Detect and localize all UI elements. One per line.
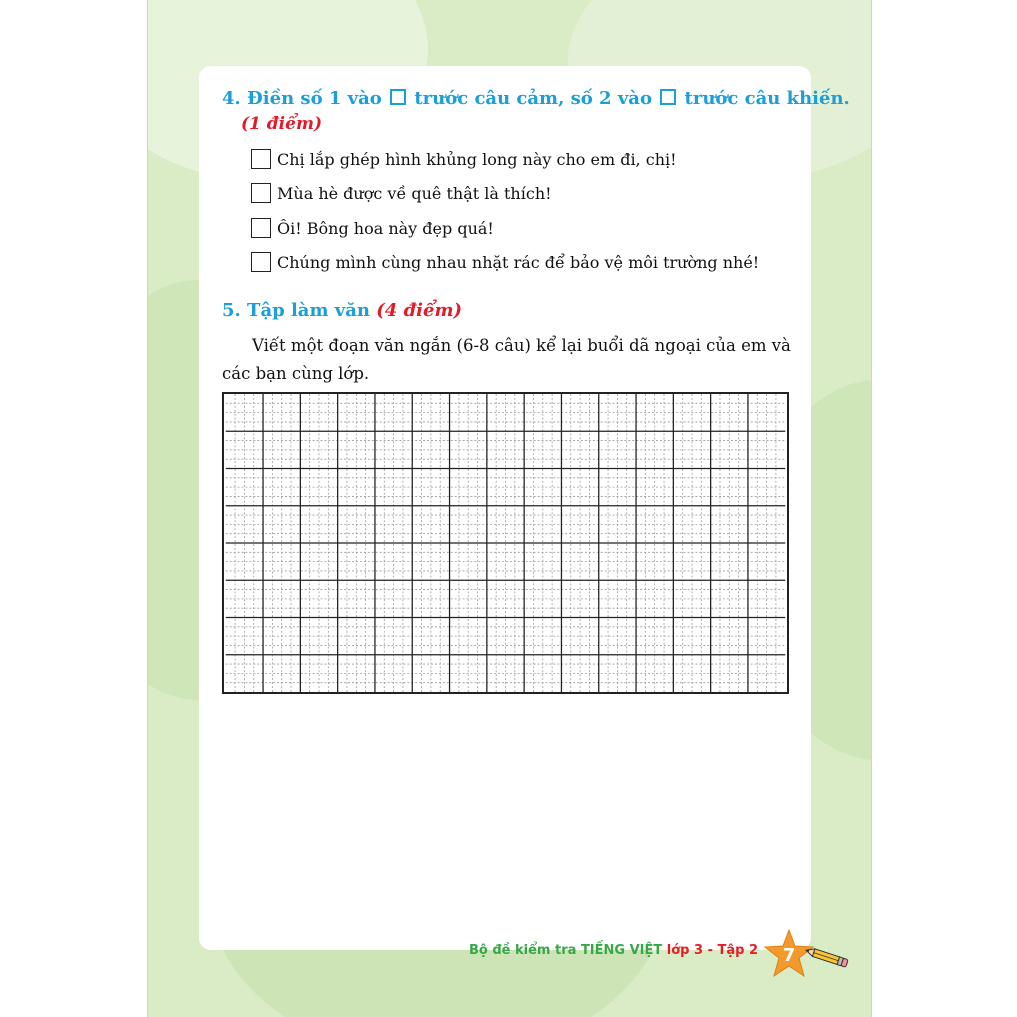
option-text: Chúng mình cùng nhau nhặt rác để bảo vệ môi trường nhé! [277, 252, 760, 272]
q5-title: 5. Tập làm văn [222, 300, 370, 321]
question-4-title [222, 88, 850, 109]
answer-checkbox[interactable] [251, 183, 271, 203]
answer-checkbox[interactable] [251, 218, 271, 238]
q5-prompt [222, 332, 792, 388]
square-icon [660, 89, 676, 105]
option-text: Ôi! Bông hoa này đẹp quá! [277, 218, 494, 238]
q5-points: (4 điểm) [376, 300, 463, 321]
pencil-icon [803, 946, 851, 968]
answer-checkbox[interactable] [251, 149, 271, 169]
option-item [251, 216, 494, 240]
q5-prompt-line1: Viết một đoạn văn ngắn (6-8 câu) kể lại buổi dã ngoại của em và [252, 336, 791, 355]
writing-grid[interactable] [222, 392, 789, 694]
square-icon [390, 89, 406, 105]
option-text: Chị lắp ghép hình khủng long này cho em đi, chị! [277, 149, 677, 169]
answer-checkbox[interactable] [251, 252, 271, 272]
q4-prefix: 4. Điền số 1 vào [222, 88, 382, 109]
page-number: 7 [782, 945, 796, 966]
option-item [251, 147, 677, 171]
q4-suffix: trước câu khiến. [684, 88, 850, 109]
option-item [251, 181, 552, 205]
q4-points: (1 điểm) [241, 114, 322, 134]
option-text: Mùa hè được về quê thật là thích! [277, 183, 552, 203]
q5-prompt-line2: các bạn cùng lớp. [222, 364, 370, 383]
footer-grade: lớp 3 - Tập 2 [666, 943, 759, 958]
footer-subject: TIẾNG VIỆT [580, 943, 667, 958]
footer-series: Bộ đề kiểm tra [469, 943, 581, 958]
q4-middle: trước câu cảm, số 2 vào [414, 88, 652, 109]
question-5-title [222, 300, 462, 321]
option-item [251, 250, 759, 274]
footer-text [469, 943, 758, 958]
